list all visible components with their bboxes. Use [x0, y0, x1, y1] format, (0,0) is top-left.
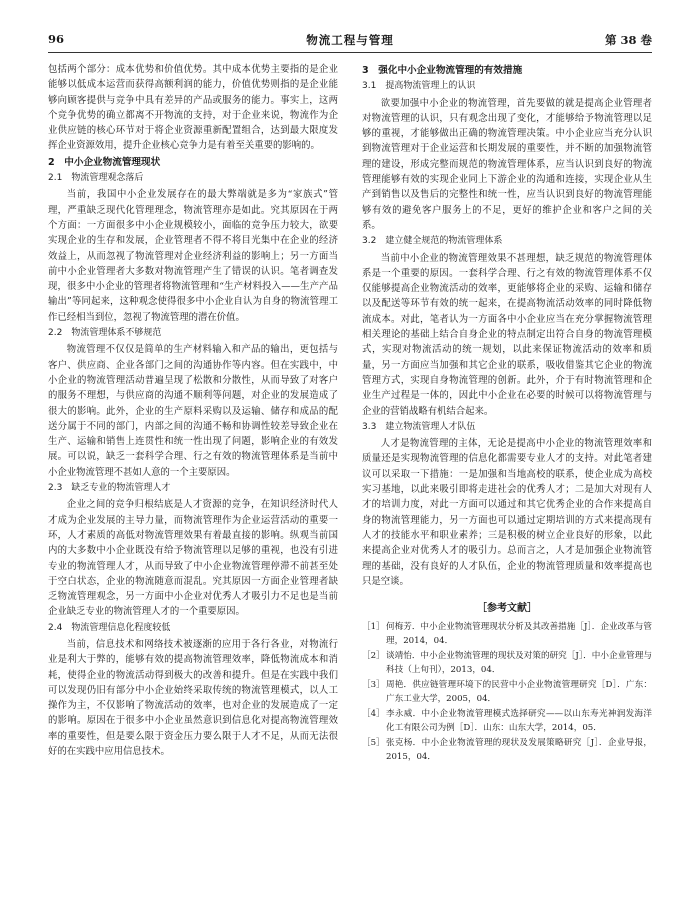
reference-item: [362, 707, 652, 735]
section-3-2-heading: 3.2 建立健全规范的物流管理体系: [362, 236, 503, 247]
reference-number: ［2］: [362, 651, 385, 662]
page-number: 96: [48, 32, 65, 46]
reference-text: 何梅芳．中小企业物流管理现状分析及其改善措施［J］．企业改革与管理，2014，04．: [386, 622, 652, 647]
section-2-heading: 2 中小企业物流管理现状: [48, 156, 161, 168]
section-2-2-heading: 2.2 物流管理体系不够规范: [48, 328, 162, 339]
section-2-3-body: 企业之间的竞争归根结底是人才资源的竞争，在知识经济时代人才成为企业发展的主导力量，而物流管理作为企业运营活动的重要一环，人才素质的高低对物流管理效果有着最直接的影响。纵观当前国内的大多数中小企业既没有给予物流管理以足够的重视，也没有引进专业的物流管理人才，从而导致了中小企业物流管理停滞不前甚至处于空白状态，企业的物流随意而混乱。究其原因一方面企业管理者缺乏物流管理观念，另一方面中小企业对优秀人才吸引力不足也是当前企业缺乏专业的物流管理人才的一个重要原因。: [48, 499, 338, 618]
section-3-2-body: 当前中小企业的物流管理效果不甚理想，缺乏规范的物流管理体系是一个重要的原因。一套科学合理、行之有效的物流管理体系不仅仅能够提高企业物流活动的效率，更能够将企业的采购、运输和储存以及配送等环节有效的统一起来，在提高物流活动效率的同时降低物流成本。对此，笔者认为一方面各中小企业应当在充分掌握物流管理相关理论的基础上结合自身企业的特点制定出符合自身的物流管理模式，实现对物流活动的统一规划，以此来保证物流活动的效率和质量，另一方面应当加强和其它企业的联系，吸收借鉴其它企业的物流管理方式，实现自身物流管理的创新。此外，介于有时物流管理和企业生产过程是一体的，因此中小企业在必要的时候可以将物流管理与企业的营销战略有机结合起来。: [362, 252, 652, 417]
section-2-1-heading: 2.1 物流管理观念落后: [48, 173, 144, 184]
section-2-1-body: 当前，我国中小企业发展存在的最大弊端就是多为“家族式”管理，严重缺乏现代化管理理念，物流管理亦是如此。究其原因在于两个方面：一方面很多中小企业规模较小，面临的竞争压力较大，欲要实现企业的生存和发展，企业管理者不得不将目光集中在企业的经济效益上，从而忽视了物流管理对企业经济利益的影响上；另一方面当前中小企业管理者大多数对物流管理产生了错误的认识。笔者调查发现，很多中小企业的管理者将物流管理和“生产材料投入——生产产品输出”等同起来，这种观念使得很多中小企业自认为自身的物流管理工作已经相当到位，忽视了物流管理的潜在价值。: [48, 189, 338, 323]
reference-text: 李永威．中小企业物流管理模式选择研究——以山东寿光神润发海洋化工有限公司为例［D］．山东：山东大学，2014，05．: [386, 709, 652, 734]
section-3-1-body: 欲要加强中小企业的物流管理，首先要做的就是提高企业管理者对物流管理的认识，只有观念出现了变化，才能够给予物流管理以足够的重视，才能够做出正确的物流管理决策。中小企业应当充分认识到物流管理对于企业运营和长期发展的重要性，并不断的加强物流管理的建设，形成完整而规范的物流管理体系，应当认识到良好的物流管理能够有效的实现企业同上下游企业的沟通和连接，实现企业从生产到销售以及售后的完整性和统一性，应当认识到良好的物流管理能够有效的避免客户服务上的不足，更好的维护企业和客户之间的关系。: [362, 97, 652, 231]
reference-item: [362, 620, 652, 648]
reference-number: ［1］: [362, 622, 385, 633]
intro-paragraph: 包括两个部分：成本优势和价值优势。其中成本优势主要指的是企业能够以低成本运营而获得高额利润的能力，价值优势则指的是企业能够向顾客提供与竞争中具有差异的产品或服务的能力。事实上，这两个竞争优势的确立都离不开物流的支持，对于企业来说，物流作为企业供应链的核心环节对于将企业资源重新配置组合，达到最大限度发挥企业资源效用，提升企业核心竞争力是有着至关重要的影响的。: [48, 64, 338, 152]
reference-number: ［3］: [362, 680, 385, 691]
section-3-heading: 3 强化中小企业物流管理的有效措施: [362, 65, 523, 76]
reference-item: [362, 736, 652, 764]
section-2-2-body: 物流管理不仅仅是简单的生产材料输入和产品的输出，更包括与客户、供应商、企业各部门之间的沟通协作等内容。但在实践中，中小企业的物流管理活动普遍呈现了松散和分散性，从而导致了对客户的服务不理想，与供应商的沟通不顺利等问题，对企业的发展造成了很大的影响。此外，企业的生产原料采购以及运输、储存和成品的配送分属于不同的部门，内部之间的沟通不畅和协调性较差导致企业在生产、运输和销售上连贯性和统一性出现了问题，影响企业的有效发展。可以说，缺乏一套科学合理、行之有效的物流管理体系是当前中小企业物流管理不甚如人意的一个主要原因。: [48, 344, 338, 478]
reference-item: [362, 649, 652, 677]
section-2-4-body: 当前，信息技术和网络技术被逐渐的应用于各行各业，对物流行业是利大于弊的，能够有效的提高物流管理效率，降低物流成本和消耗，使得企业的物流活动得到极大的改善和提升。但是在实践中我们可以发现仍旧有部分中小企业始终采取传统的物流管理模式，以人工操作为主，不仅影响了物流活动的效率，也对企业的发展造成了一定的影响。原因在于很多中小企业虽然意识到信息化对提高物流管理效率的重要性，但是要么限于资金压力要么限于人才不足，从而无法很好的在实践中应用信息技术。: [48, 638, 338, 758]
left-column: [48, 62, 338, 759]
references-heading: ［参考文献］: [477, 603, 537, 615]
reference-item: [362, 678, 652, 706]
section-2-4-heading: 2.4 物流管理信息化程度较低: [48, 622, 171, 633]
section-3-3-heading: 3.3 建立物流管理人才队伍: [362, 421, 476, 432]
page-header: [48, 30, 652, 53]
reference-text: 谈靖怡．中小企业物流管理的现状及对策的研究［J］．中小企业管理与科技（上旬刊），2013，04．: [386, 651, 652, 676]
reference-number: ［4］: [362, 709, 385, 720]
section-2-3-heading: 2.3 缺乏专业的物流管理人才: [48, 483, 171, 494]
reference-number: ［5］: [362, 738, 385, 749]
right-column: [362, 62, 652, 765]
reference-text: 周艳．供应链管理环境下的民营中小企业物流管理研究［D］．广东：广东工业大学，2005，04．: [386, 680, 652, 705]
section-3-1-heading: 3.1 提高物流管理上的认识: [362, 81, 476, 92]
section-3-3-body: 人才是物流管理的主体，无论是提高中小企业的物流管理效率和质量还是实现物流管理的信息化都需要专业人才的支持。对此笔者建议可以采取一下措施：一是加强和当地高校的联系，使企业成为高校实习基地，以此来吸引即将走进社会的优秀人才；二是加大对现有人才的培训力度，对此一方面可以通过和其它优秀企业的合作来提高自身的物流管理能力，另一方面也可以通过定期培训的方式来提高现有人才的技能水平和职业素养；三是积极的树立企业良好的形象，以此来提高企业对优秀人才的吸引力。总而言之，人才是加强企业物流管理的基础，没有良好的人才队伍，企业的物流管理质量和效率提高也只是空谈。: [362, 438, 652, 587]
journal-title: 物流工程与管理: [306, 33, 394, 47]
reference-text: 张克杨．中小企业物流管理的现状及发展策略研究［J］．企业导报，2015，04．: [386, 738, 652, 763]
volume-label: 第 38 卷: [604, 33, 652, 47]
